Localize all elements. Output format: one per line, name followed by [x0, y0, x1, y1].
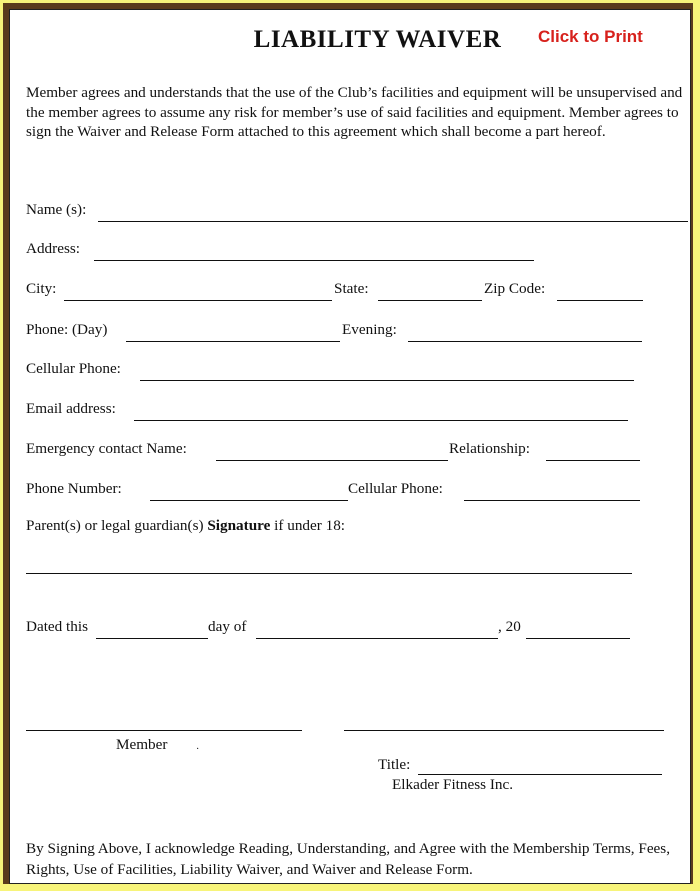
- evening-label: Evening:: [342, 321, 397, 338]
- names-row: [26, 200, 688, 222]
- phone-day-label: Phone: (Day): [26, 321, 108, 338]
- cellular-row: [26, 359, 688, 381]
- dated-this-label: Dated this: [26, 618, 89, 635]
- stray-mark: ·: [196, 744, 200, 755]
- click-to-print-link[interactable]: Click to Print: [538, 27, 643, 46]
- names-line[interactable]: [98, 221, 688, 222]
- city-line[interactable]: [64, 300, 332, 301]
- email-label: Email address:: [26, 400, 116, 417]
- day-of-label: day of: [208, 618, 247, 635]
- member-signature-line[interactable]: [26, 730, 302, 731]
- state-label: State:: [334, 280, 369, 297]
- cellular-phone-2-label: Cellular Phone:: [348, 480, 443, 497]
- cellular-phone-label: Cellular Phone:: [26, 360, 121, 377]
- phone-number-line[interactable]: [150, 500, 348, 501]
- state-line[interactable]: [378, 300, 482, 301]
- address-line[interactable]: [94, 260, 534, 261]
- city-state-zip-row: [26, 279, 688, 301]
- guardian-signature-label: Parent(s) or legal guardian(s) Signature if under 18:: [26, 517, 346, 534]
- email-row: [26, 399, 688, 421]
- evening-line[interactable]: [408, 341, 642, 342]
- phone-day-line[interactable]: [126, 341, 340, 342]
- phone-number-label: Phone Number:: [26, 480, 122, 497]
- member-label: Member: [116, 736, 168, 753]
- page-title: LIABILITY WAIVER: [253, 26, 502, 53]
- day-line[interactable]: [96, 638, 208, 639]
- emergency-contact-label: Emergency contact Name:: [26, 440, 187, 457]
- phone-number-row: [26, 479, 688, 501]
- cellular-phone-line[interactable]: [140, 380, 634, 381]
- phone-row: [26, 320, 688, 342]
- relationship-label: Relationship:: [449, 440, 530, 457]
- emergency-row: [26, 439, 688, 461]
- relationship-line[interactable]: [546, 460, 640, 461]
- guardian-signature-line[interactable]: [26, 573, 632, 574]
- email-line[interactable]: [134, 420, 628, 421]
- waiver-page: [9, 9, 691, 884]
- emergency-contact-line[interactable]: [216, 460, 448, 461]
- cellular-phone-2-line[interactable]: [464, 500, 640, 501]
- year-prefix-label: , 20: [498, 618, 521, 635]
- city-label: City:: [26, 280, 57, 297]
- zip-line[interactable]: [557, 300, 643, 301]
- intro-paragraph: Member agrees and understands that the use of the Club’s facilities and equipment will be unsupervised and the member agrees to assume any risk for member’s use of said facilities and equipment. Member agrees to sign the Waiver and Release Form attached to this agreement which shall become a part hereof.: [26, 84, 683, 140]
- title-label: Title:: [378, 756, 411, 773]
- title-line[interactable]: [418, 774, 662, 775]
- zip-label: Zip Code:: [484, 280, 546, 297]
- company-name: Elkader Fitness Inc.: [392, 776, 514, 793]
- names-label: Name (s):: [26, 201, 87, 218]
- date-row: [26, 617, 688, 639]
- document-frame: [3, 3, 693, 884]
- year-line[interactable]: [526, 638, 630, 639]
- address-row: [26, 239, 688, 261]
- witness-signature-line[interactable]: [344, 730, 664, 731]
- month-line[interactable]: [256, 638, 498, 639]
- address-label: Address:: [26, 240, 80, 257]
- acknowledgement-text: By Signing Above, I acknowledge Reading, Understanding, and Agree with the Membership Terms, Fees, Rights, Use of Facilities, Liability Waiver, and Waiver and Release Form.: [26, 840, 671, 878]
